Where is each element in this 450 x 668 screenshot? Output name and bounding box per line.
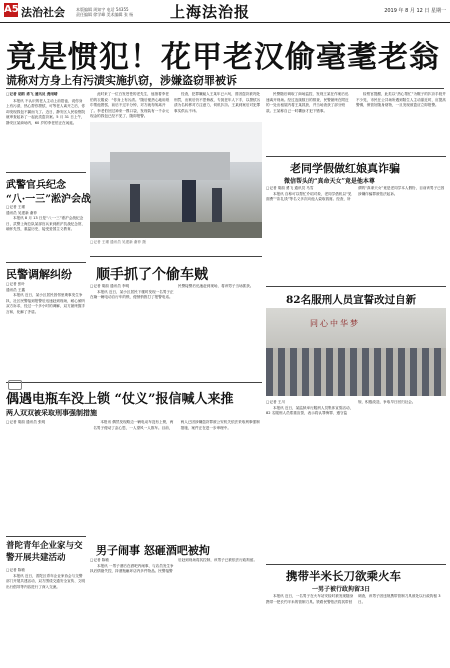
divider (90, 256, 262, 257)
lead-col-5 (356, 92, 446, 152)
article-subtitle: 一男子被行政拘留3日 (312, 586, 371, 593)
divider (6, 88, 444, 89)
left-article-2 (6, 282, 86, 378)
byline: □记者 陈敏 (90, 558, 109, 562)
article-title: 男子闹事 怒砸酒吧被拘 (96, 544, 210, 557)
article-title: 顺手抓了个偷车贼 (96, 267, 208, 283)
issue-date: 2019 年 8 月 12 日 星期一 (384, 8, 446, 14)
article-title: 老同学假做红娘真诈骗 (290, 162, 400, 175)
photo-credit: □记者 王瑾 通讯员 吴建新 谢菲 摄 (90, 240, 146, 244)
byline: 通讯员 吴建新 谢菲 (6, 210, 38, 215)
lead-text: 此时来了一位白发苍苍的老先生，他指着李老伯的衣服说：“你身上有污渍。”随后便热心地用纸巾帮他擦拭，前后不过半分钟，对方就匆匆离开了。李老伯回过神来一摸口袋，发现装有一千余元现金的钱包已经不见了，随即报警。 (90, 92, 170, 119)
lead-col-1 (6, 92, 86, 168)
byline: □记者 胡韵 通讯员 张明 (6, 420, 46, 424)
byline: □记者 王川 (266, 400, 285, 404)
banner-text: 同心中华梦 (310, 319, 360, 328)
lead-byline: □记者 胡韵 勇飞 通讯员 龚雨晴 (6, 92, 58, 96)
byline: □记者 陈敏 (6, 568, 25, 572)
news-photo (90, 122, 262, 238)
lead-headline: 竟是惯犯！花甲老汉偷毫耄老翁 (6, 40, 440, 75)
lead-col-2 (90, 92, 170, 120)
lead-text: 本报讯 不认识的老人主动上前搭讪，说你身上有污渍，热心帮你擦拭，可等老人离开之后，你却发现钱包不翼而飞了。近日，静安区人民检察院就审查起诉了一起此类盗窃案。5 月 31 日上午，静安区某商场内，60 岁的李老伯正在闲逛。 (6, 98, 86, 125)
byline: □记者 王瑾 (6, 205, 25, 209)
article-text: 本报讯 8 月 13 日是“八·一三”淞沪会战纪念日，武警上海总队某部官兵来到淞沪抗战纪念馆，缅怀先烈，重温历史，接受爱国主义教育。 (6, 216, 86, 232)
left-article-1 (6, 205, 86, 259)
article-subtitle: 两人双双被采取刑事强制措施 (6, 408, 97, 417)
divider (6, 536, 86, 537)
article-title: 普陀青年企业家与交警开展共建活动 (6, 541, 83, 563)
divider (6, 262, 86, 263)
divider (266, 286, 446, 287)
article-text: 本报讯 自称可以帮忙介绍对象，老同学借机以“见面费”“彩礼钱”等名义多次向他人索取钱财。经查，所谓的“真命天女”竟是老同学本人假扮，目前该男子已因涉嫌诈骗罪被依法起诉。 (266, 186, 445, 202)
lead-text: 经查，犯罪嫌疑人王某年已六旬，曾因盗窃被判处刑罚，出狱后仍不思悔改，专挑老年人下手，以擦拭污渍为名转移对方注意力，伺机扒窃。王某到案后对犯罪事实供认不讳。 (174, 92, 261, 113)
decorative-mark (8, 380, 22, 390)
lead-text: 检察官提醒，此类以“热心帮忙”为幌子的扒窃手段并不少见，市民在公共场所遇到陌生人主动靠近时，应提高警惕，保管好随身财物，一旦发现被盗应立即报警。 (356, 92, 446, 108)
editor-line: 本版编辑 周知宇 电话 54355 (76, 7, 129, 12)
photo-building (110, 152, 230, 180)
lead-text: 民警随后调取了商场监控，发现王某在作案后迅速离开现场。经过连续数日的排查，民警最终在附近的一处出租屋内将王某抓获，并当场查获了部分赃款。王某称自己一时糊涂才犯下错事。 (266, 92, 349, 113)
masthead: 上海法治报 (170, 3, 251, 21)
article-title: 偶遇电瓶车没上锁 “仗义”报信喊人来推 (6, 392, 234, 407)
byline: 通讯员 王鑫 (6, 287, 26, 292)
article-subtitle: 微信帮头的“真命天女”竟是他本尊 (284, 178, 375, 185)
byline: □记者 张叶 (6, 282, 25, 286)
article-text: 本报讯 一男子酒后在酒吧内闹事，与店员发生争执后情绪失控，持酒瓶砸坏店内多件物品。民警接警后赶到现场将其控制，该男子已被依法行政拘留。 (90, 558, 258, 574)
prison-article (266, 400, 446, 476)
ebike-article (6, 420, 262, 532)
divider (6, 382, 262, 383)
bottom-left-article (6, 568, 86, 664)
lead-col-4 (266, 92, 352, 152)
lead-col-3 (174, 92, 262, 120)
article-title: 武警官兵纪念 (6, 180, 66, 191)
article-text: 本报讯 近日，某小区居民下楼时发现一名男子正在撬一辆电动自行车的锁，便悄悄拨打了报警电话。民警接警后迅速赶到现场，将该男子当场抓获。 (90, 284, 254, 300)
article-title: “八·一三”淞沪会战 (6, 194, 91, 205)
photo-ground (90, 222, 262, 238)
knife-article (266, 594, 446, 664)
lead-subhead: 谎称对方身上有污渍实施扒窃，涉嫌盗窃罪被诉 (6, 74, 237, 87)
article-title: 携带半米长刀欲乘火车 (286, 569, 401, 583)
article-text: 本报讯 偶然发现路边一辆电动车没有上锁，两名男子便动了歪心思，一人望风一人推车。目前，两人已因涉嫌盗窃罪被公安机关依法采取刑事强制措施，案件正在进一步审理中。 (93, 420, 260, 430)
prison-photo (266, 308, 446, 396)
divider (6, 172, 86, 173)
editor-info (76, 7, 133, 17)
byline: □记者 胡韵 通讯员 李明 (90, 284, 130, 288)
elder-article (266, 186, 446, 282)
divider (266, 156, 446, 157)
thief-article (90, 284, 262, 368)
article-title: 民警调解纠纷 (6, 268, 72, 281)
article-text: 本报讯 近日，普陀区青年企业家协会与交警部门开展共建活动，双方围绕交通安全宣传、文明出行倡导等内容进行了深入交流。 (6, 573, 86, 589)
page-number-badge: A5 (4, 4, 19, 15)
page-header (0, 0, 450, 23)
article-text: 本报讯 近日，某监狱举行服刑人员集体宣誓活动，82 名服刑人员郑重宣誓，表示将认罪悔罪、遵守监规、积极改造，争取早日回归社会。 (266, 400, 416, 416)
design-line: 责任编辑 徐学峰 美术编辑 张 杨 (76, 12, 134, 17)
article-text: 本报讯 近日，某小区居民因邻里琐事发生争执，社区民警接到报警后迅速赶到现场，耐心倾听双方诉求，经过一个多小时的调解，双方最终握手言和，化解了矛盾。 (6, 293, 86, 314)
fight-article (90, 558, 262, 664)
photo-crowd (266, 348, 446, 396)
article-title: 82名服刑人员宣誓改过自新 (286, 294, 417, 306)
divider (266, 564, 446, 565)
byline: □记者 胡韵 勇飞 通讯员 马雪 (266, 186, 314, 190)
section-title: 法治社会 (21, 6, 65, 19)
article-text: 本报讯 近日，一名男子在火车站安检时被发现随身携带一把长约半米的管制刀具。铁路民警依法将其带回调查，该男子因违规携带管制刀具被处以行政拘留 3 日。 (266, 594, 441, 604)
